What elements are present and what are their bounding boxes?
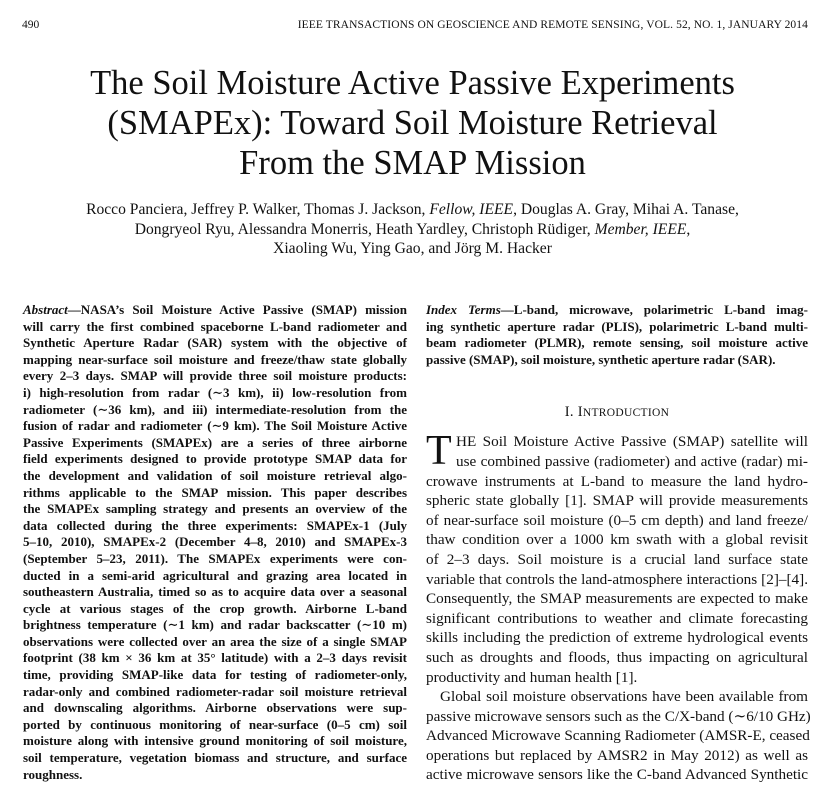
intro-line: significant contributions to weather and climate forecasting [426,609,808,627]
intro-line: skills including the prediction of extreme hydrological events [426,629,808,647]
abstract-line: roughness. [23,766,83,782]
intro-line: spheric state globally [1]. SMAP will provide measurements [426,492,808,510]
title-line: The Soil Moisture Active Passive Experiments [90,64,735,102]
intro-line: active microwave sensors like the C-band Advanced Synthetic [426,766,808,784]
abstract-line: i) high-resolution from radar (∼3 km), ii) low-resolution from [23,384,407,400]
intro-line: of near-surface soil moisture (0–5 cm depth) and land freeze/ [426,511,808,529]
abstract-line: fusion of radar and radiometer (∼9 km). The Soil Moisture Active [23,418,407,434]
intro-line: Advanced Microwave Scanning Radiometer (AMSR-E, ceased [426,727,810,745]
drop-cap-block [426,428,808,475]
abstract-line: the SMAPEx sampling strategy and presents an overview of the [23,501,407,517]
intro-line: thaw condition over a 1000 km swath with a global revisit [426,531,808,549]
intro-line: Consequently, the SMAP measurements are expected to make [426,590,808,608]
abstract-line: Synthetic Aperture Radar (SAR) system with the objective of [23,335,407,351]
abstract-line: soil temperature, vegetation biomass and structure, and surface [23,750,407,766]
abstract-line: data collected during the three experiments: SMAPEx-1 (July [23,517,407,533]
abstract-line: radiometer (∼36 km), and iii) intermediate-resolution from the [23,401,407,417]
abstract-line: the development and validation of soil moisture retrieval algo- [23,467,407,483]
index-line: ing synthetic aperture radar (PLIS), polarimetric L-band multi- [426,318,808,334]
abstract-line: southeastern Australia, timed so as to acquire data over a seasonal [23,584,407,600]
author-line: Xiaoling Wu, Ying Gao, and Jörg M. Hacker [273,240,552,257]
page-number: 490 [22,19,40,31]
index-line: beam radiometer (PLMR), remote sensing, soil moisture active [426,335,808,351]
author-list [0,200,825,259]
abstract-label: Abstract [23,302,68,317]
index-terms-label: Index Terms [426,302,501,317]
index-terms-line: Index Terms—L-band, microwave, polarimetric L-band imag- [426,302,809,317]
running-head: IEEE TRANSACTIONS ON GEOSCIENCE AND REMOTE SENSING, VOL. 52, NO. 1, JANUARY 2014 [297,19,808,31]
abstract-line: footprint (38 km × 36 km at 35° latitude) with a 2–3 days revisit [23,650,407,666]
intro-line: such as droughts and floods, thus impacting on agricultural [426,648,808,666]
abstract-line: Abstract—NASA’s Soil Moisture Active Passive (SMAP) mission [23,302,407,317]
title-line: (SMAPEx): Toward Soil Moisture Retrieval [107,104,718,142]
abstract-line: moisture along with intensive ground monitoring of soil moisture, [23,733,407,749]
section-heading-introduction: I. INTRODUCTION [564,404,670,421]
abstract-line: 5–10, 2010), SMAPEx-2 (December 4–8, 2010) and SMAPEx-3 [23,534,407,550]
author-line: Dongryeol Ryu, Alessandra Monerris, Heath Yardley, Christoph Rüdiger, Member, IEEE, [134,220,691,238]
abstract-line: and downscaling algorithms. Airborne observations were sup- [23,700,407,716]
intro-line: Global soil moisture observations have been available from [440,688,808,706]
paper-title [0,63,825,183]
abstract-line: cycle at various stages of the crop growth. Airborne L-band [23,600,407,616]
abstract-line: every 2–3 days. SMAP will provide three soil moisture products: [23,368,407,384]
abstract-line: will carry the first combined spaceborne L-band radiometer and [23,318,407,334]
abstract-line: radar-only and combined radiometer-radar soil moisture retrieval [23,683,407,699]
intro-line: passive microwave sensors such as the C/X-band (∼6/10 GHz) [426,707,811,725]
intro-line: use combined passive (radiometer) and active (radar) mi- [456,452,808,470]
abstract-line: brightness temperature (∼1 km) and radar backscatter (∼10 m) [23,617,407,633]
intro-line: crowave instruments at L-band to measure the land hydro- [426,472,808,490]
intro-line: variable that controls the land-atmosphere interactions [2]–[4]. [426,570,808,588]
abstract-line: ported by continuous monitoring of near-surface (0–5 cm) soil [23,716,407,732]
drop-cap: T [426,428,452,475]
abstract-line: ducted in a semi-arid agricultural and grazing area located in [23,567,407,583]
abstract-line: rithms applicable to the SMAP mission. This paper describes [23,484,407,500]
author-line: Rocco Panciera, Jeffrey P. Walker, Thomas J. Jackson, Fellow, IEEE, Douglas A. Gray, Mihai A. Tanase, [86,201,739,218]
abstract-line: time, providing SMAP-like data for testing of radiometer-only, [23,667,407,683]
fellow-grade: Fellow, IEEE [429,201,514,218]
abstract-line: (September 5–23, 2011). The SMAPEx experiments were con- [23,550,407,566]
title-line: From the SMAP Mission [239,144,586,182]
intro-line: of 2–3 days. Soil moisture is a crucial land surface state [426,550,808,568]
abstract-line: Passive Experiments (SMAPEx) are a series of three airborne [23,434,407,450]
index-line: passive (SMAP), soil moisture, synthetic aperture radar (SAR). [426,351,776,367]
intro-line: operations but replaced by AMSR2 in May 2012) as well as [426,746,808,764]
abstract-line: field experiments designed to provide prototype SMAP data for [23,451,407,467]
index-terms [426,302,808,368]
abstract-line: mapping near-surface soil moisture and freeze/thaw state globally [23,351,407,367]
member-grade: Member, IEEE [594,220,687,238]
introduction-text [426,428,811,785]
intro-line: HE Soil Moisture Active Passive (SMAP) satellite will [456,433,808,451]
abstract [23,302,407,783]
right-column [426,302,811,785]
abstract-line: observations were collected over an area the size of a single SMAP [23,633,407,649]
intro-line: productivity and human health [1]. [426,668,638,686]
